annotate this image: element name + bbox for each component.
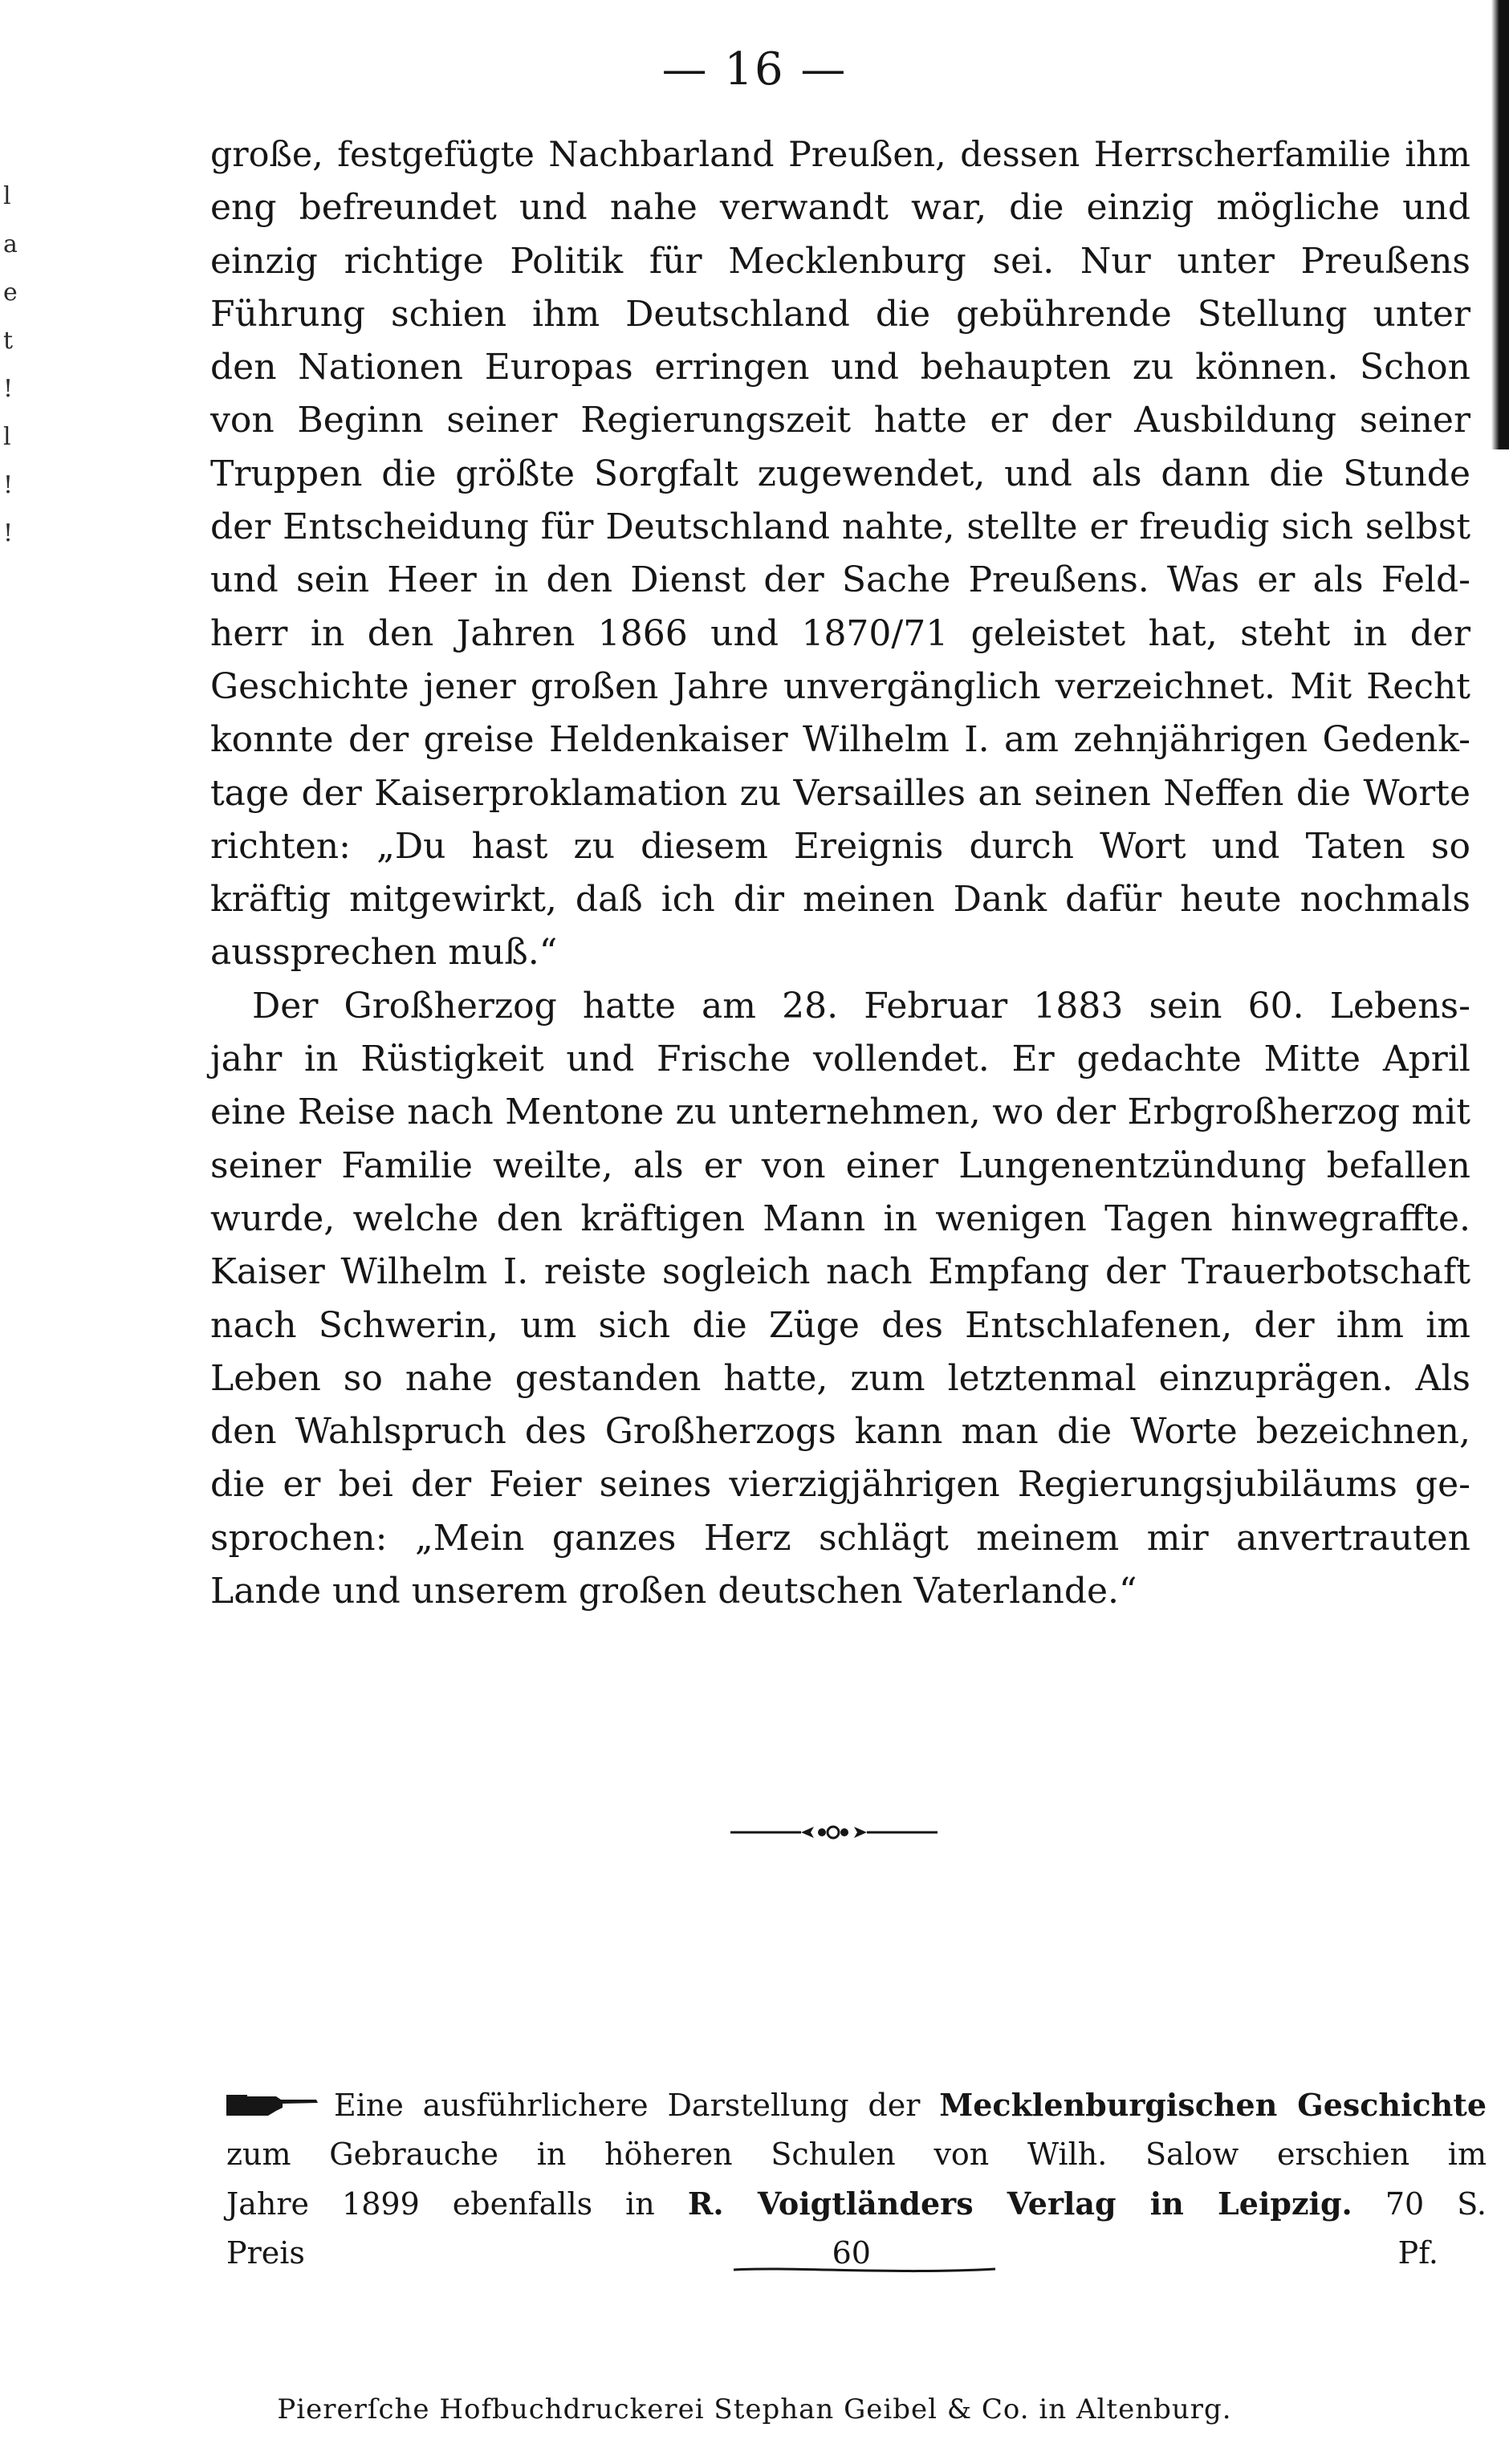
left-margin-bleed: [3, 182, 21, 547]
text-line: Führung schien ihm Deutschland die gebührende Stellung unter: [210, 293, 1470, 335]
paragraph-2: [210, 980, 1470, 1619]
text-line: eine Reise nach Mentone zu unternehmen, wo der Erbgroßherzog mit: [210, 1092, 1470, 1133]
text-line: den Wahlspruch des Großherzogs kann man die Worte bezeichnen,: [210, 1411, 1470, 1453]
body-text: [210, 128, 1470, 1618]
text-line: seiner Familie weilte, als er von einer Lungenentzündung befallen: [210, 1145, 1470, 1186]
text-line: Geschichte jener großen Jahre unvergänglich verzeichnet. Mit Recht: [210, 665, 1470, 707]
text-line: der Entscheidung für Deutschland nahte, stellte er freudig sich selbst: [210, 506, 1470, 548]
note-highlight: Mecklenburgischen Geschichte: [939, 2087, 1487, 2123]
note-line: [226, 2179, 1487, 2229]
text-line: die er bei der Feier seines vierzigjährigen Regierungsjubiläums ge-: [210, 1464, 1470, 1506]
note-text: Jahre 1899 ebenfalls in: [226, 2186, 655, 2222]
text-line: Kaiser Wilhelm I. reiste sogleich nach Empfang der Trauerbotschaft: [210, 1251, 1470, 1293]
price-line: Preis 60 Pf.: [226, 2235, 1438, 2271]
text-line: eng befreundet und nahe verwandt war, die einzig mögliche und: [210, 187, 1470, 229]
text-line: sprochen: „Mein ganzes Herz schlägt meinem mir anvertrauten: [210, 1517, 1470, 1559]
bibliographic-note: [226, 2080, 1487, 2278]
bleed-char: t: [3, 327, 14, 355]
bleed-char: !: [3, 471, 14, 499]
page-count: 70 S.: [1385, 2186, 1487, 2222]
text-line: und sein Heer in den Dienst der Sache Preußens. Was er als Feld-: [210, 559, 1470, 601]
bleed-char: l: [3, 182, 11, 210]
publisher-name: R. Voigtländers Verlag in Leipzig.: [687, 2185, 1352, 2222]
text-line: den Nationen Europas erringen und behaupten zu können. Schon: [210, 347, 1470, 388]
bleed-char: a: [3, 230, 18, 258]
price-underline: [732, 2265, 997, 2276]
bleed-char: !: [3, 375, 14, 403]
text-line: jahr in Rüstigkeit und Frische vollendet. Er gedachte Mitte April: [210, 1039, 1470, 1080]
text-line: große, festgefügte Nachbarland Preußen, dessen Herrscherfamilie ihm: [210, 135, 1470, 175]
bleed-char: l: [3, 423, 11, 451]
section-ornament: [730, 1820, 939, 1844]
text-line: wurde, welche den kräftigen Mann in wenigen Tagen hinwegraffte.: [210, 1197, 1470, 1239]
text-line: Truppen die größte Sorgfalt zugewendet, und als dann die Stunde: [210, 453, 1470, 494]
bleed-char: e: [3, 279, 18, 307]
text-line: Leben so nahe gestanden hatte, zum letztenmal einzuprägen. Als: [210, 1357, 1470, 1399]
text-line: tage der Kaiserproklamation zu Versailles an seinen Neffen die Worte: [210, 772, 1470, 814]
printer-imprint: Piererſche Hofbuchdruckerei Stephan Geibel & Co. in Altenburg.: [277, 2393, 1232, 2425]
note-line: zum Gebrauche in höheren Schulen von Wilh. Salow erschien im: [226, 2137, 1487, 2172]
bleed-char: !: [3, 519, 14, 547]
text-line: konnte der greise Heldenkaiser Wilhelm I. am zehnjährigen Gedenk-: [210, 719, 1470, 761]
text-line: von Beginn seiner Regierungszeit hatte er der Ausbildung seiner: [210, 400, 1470, 441]
text-line: einzig richtige Politik für Mecklenburg sei. Nur unter Preußens: [210, 240, 1470, 282]
paragraph-1: [210, 128, 1470, 980]
page-number: — 16 —: [661, 43, 848, 96]
text-line: Der Großherzog hatte am 28. Februar 1883 sein 60. Lebens-: [252, 985, 1470, 1027]
note-text: Eine ausführlichere Darstellung der: [334, 2088, 921, 2123]
text-line: kräftig mitgewirkt, daß ich dir meinen Dank dafür heute nochmals: [210, 879, 1470, 921]
text-line: Lande und unserem großen deutschen Vaterlande.“: [210, 1571, 1137, 1612]
text-line: nach Schwerin, um sich die Züge des Entschlafenen, der ihm im: [210, 1304, 1470, 1346]
note-line: [226, 2080, 1487, 2130]
text-line: herr in den Jahren 1866 und 1870/71 geleistet hat, steht in der: [210, 612, 1470, 654]
text-line: richten: „Du hast zu diesem Ereignis durch Wort und Taten so: [210, 825, 1470, 867]
pointing-hand-icon: [226, 2090, 319, 2119]
text-line: aussprechen muß.“: [210, 932, 558, 974]
